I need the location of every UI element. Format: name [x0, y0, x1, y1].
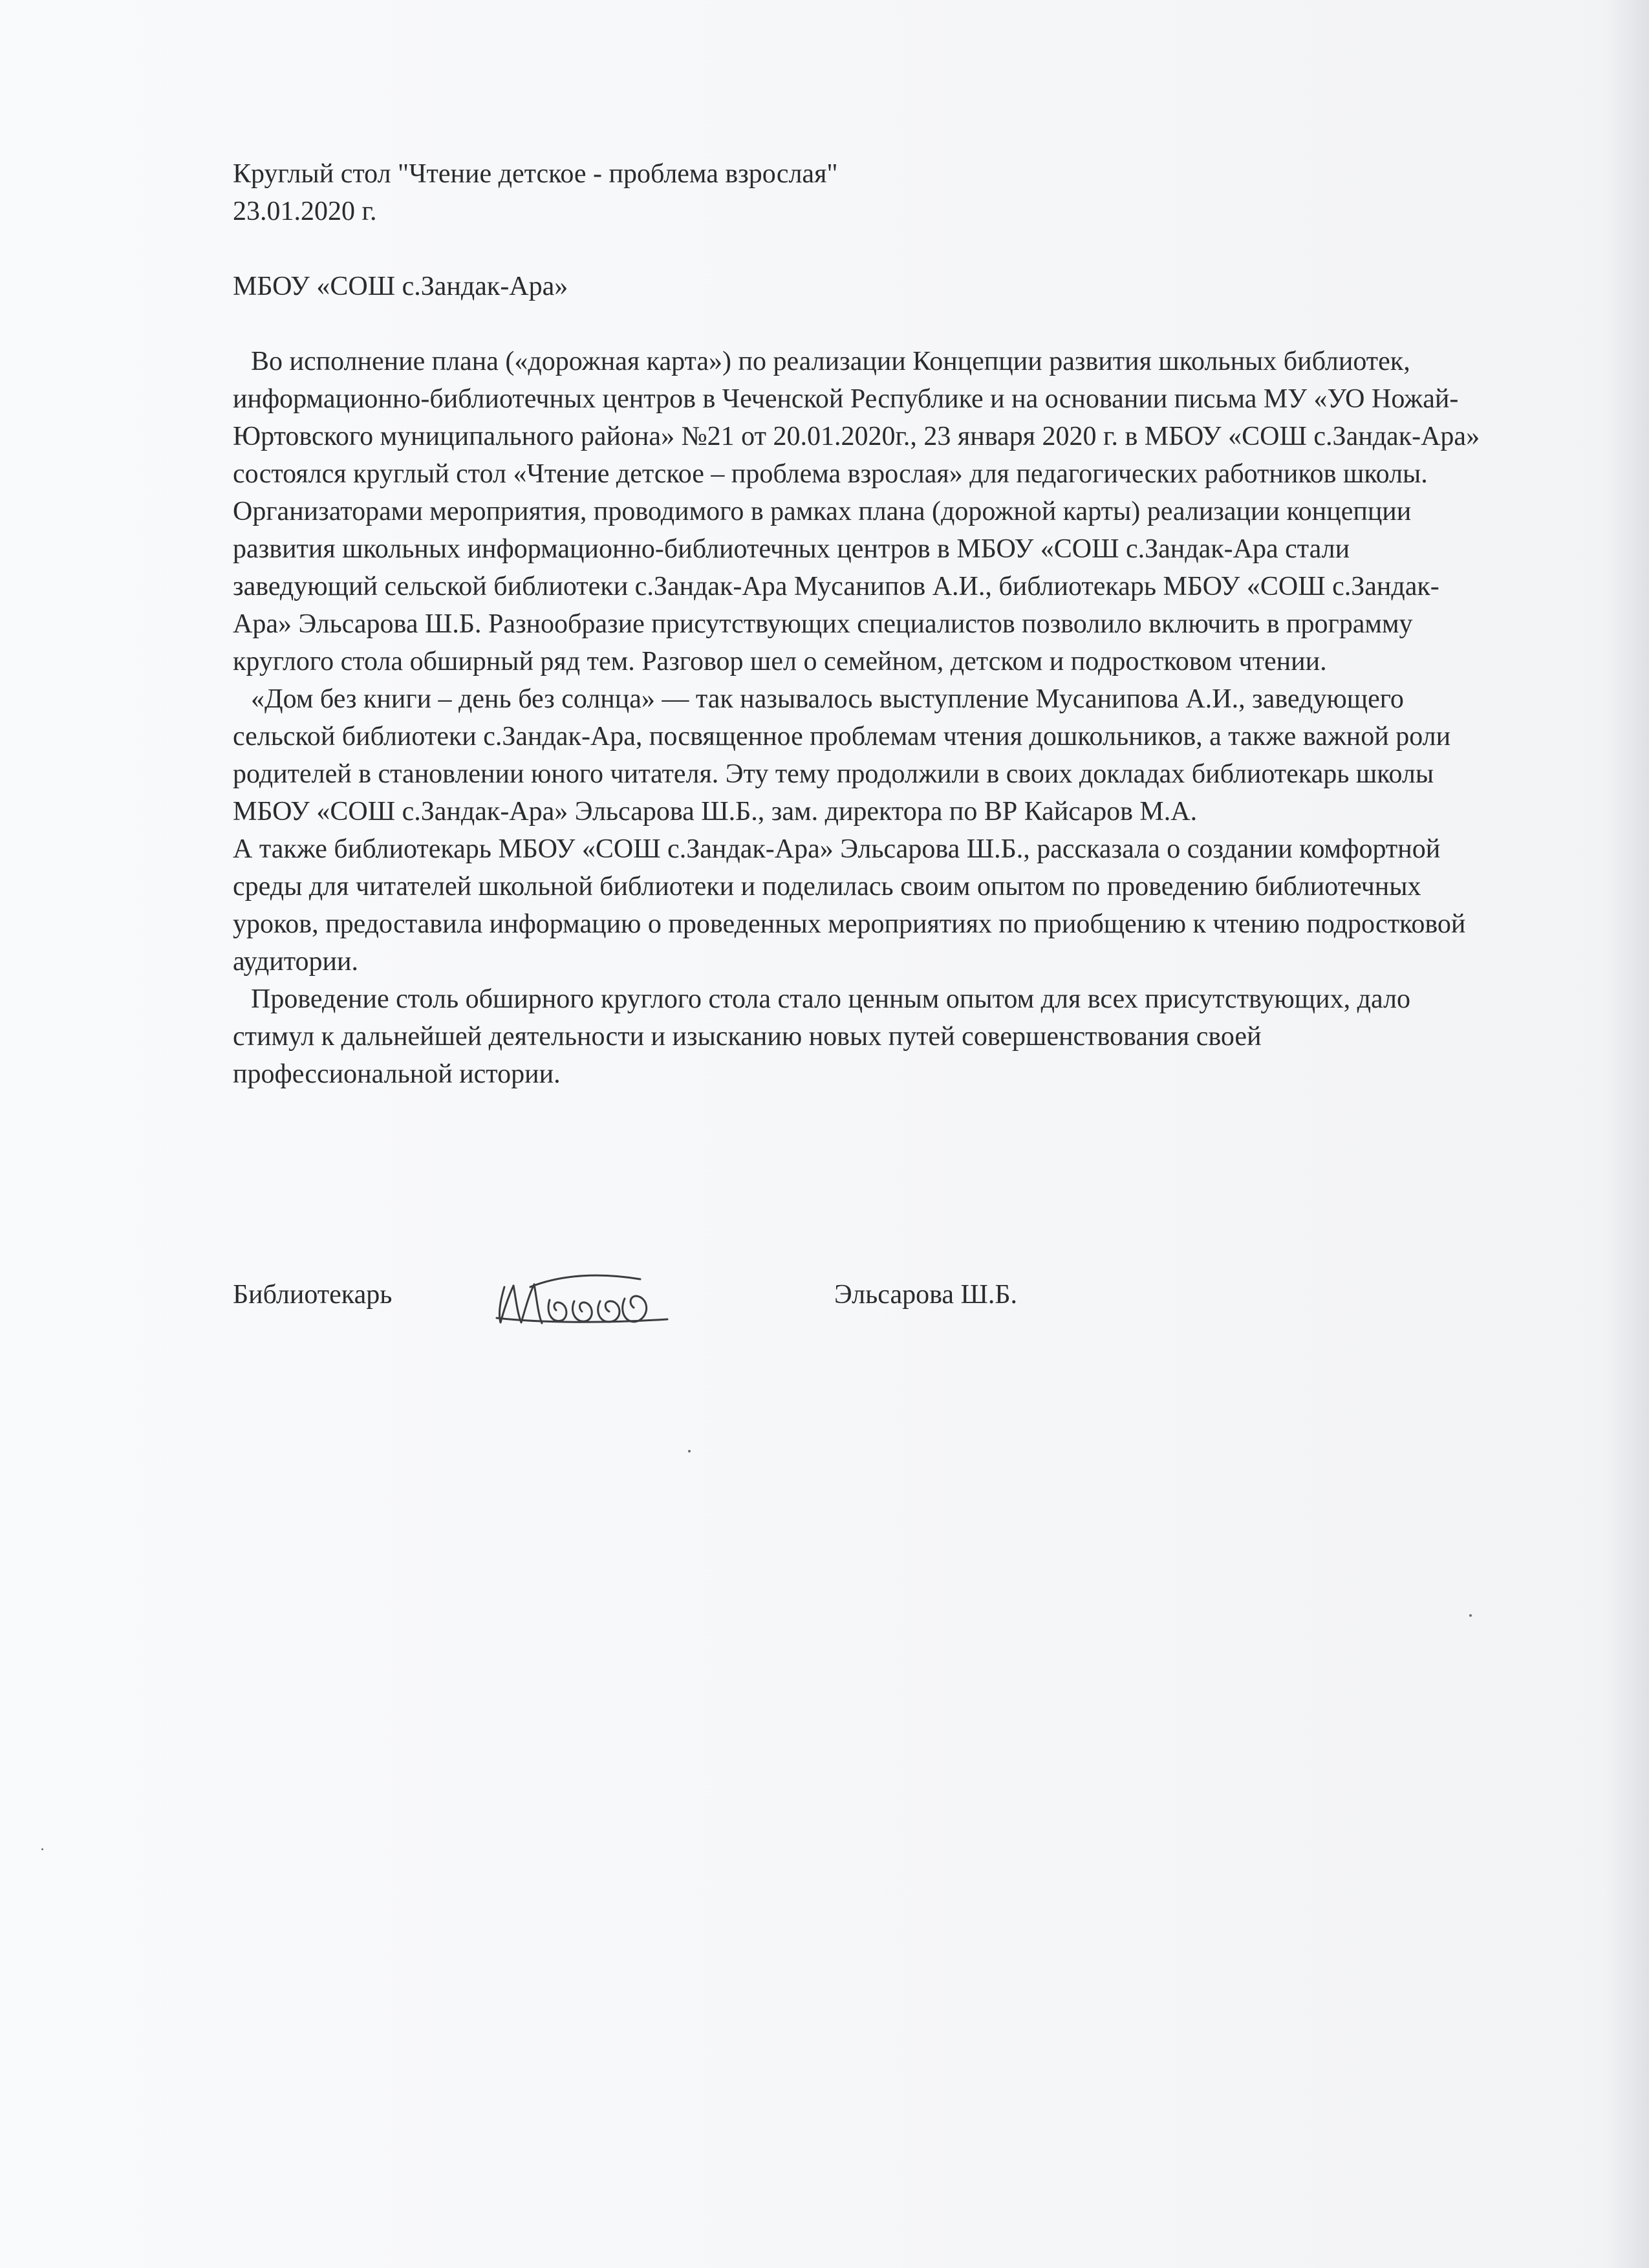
paragraph: А также библиотекарь МБОУ «СОШ с.Зандак-Ара» Эльсарова Ш.Б., рассказала о создании комфортной среды для читателей школьной библиотеки и поделилась своим опытом по проведению библиотечных уроков, предоставила информацию о проведенных мероприятиях по приобщению к чтению подростковой аудитории.	[233, 834, 1466, 977]
document-body	[233, 155, 1487, 1093]
scan-speck	[688, 1450, 691, 1453]
signer-name: Эльсарова Ш.Б.	[834, 1280, 1017, 1310]
signer-position: Библиотекарь	[233, 1280, 393, 1310]
scan-speck	[41, 1848, 43, 1850]
organization-name: МБОУ «СОШ с.Зандак-Ара»	[233, 272, 568, 301]
document-date: 23.01.2020 г.	[233, 197, 377, 226]
report-text	[233, 343, 1487, 1093]
paragraph: Проведение столь обширного круглого стола стало ценным опытом для всех присутствующих, дало стимул к дальнейшей деятельности и изысканию новых путей совершенствования своей профессиональной истории.	[233, 984, 1410, 1089]
handwritten-signature	[491, 1261, 685, 1332]
paragraph: Во исполнение плана («дорожная карта») по реализации Концепции развития школьных библиотек, информационно-библиотечных центров в Чеченской Республике и на основании письма МУ «УО Ножай-Юртовского муниципального района» №21 от 20.01.2020г., 23 января 2020 г. в МБОУ «СОШ с.Зандак-Ара» состоялся круглый стол «Чтение детское – проблема взрослая» для педагогических работников школы. Организаторами мероприятия, проводимого в рамках плана (дорожной карты) реализации концепции развития школьных информационно-библиотечных центров в МБОУ «СОШ с.Зандак-Ара стали заведующий сельской библиотеки с.Зандак-Ара Мусанипов А.И., библиотекарь МБОУ «СОШ с.Зандак-Ара» Эльсарова Ш.Б. Разнообразие присутствующих специалистов позволило включить в программу круглого стола обширный ряд тем. Разговор шел о семейном, детском и подростковом чтении.	[233, 347, 1480, 676]
document-title: Круглый стол "Чтение детское - проблема взрослая"	[233, 159, 838, 189]
paragraph: «Дом без книги – день без солнца» — так называлось выступление Мусанипова А.И., заведующего сельской библиотеки с.Зандак-Ара, посвященное проблемам чтения дошкольников, а также важной роли родителей в становлении юного читателя. Эту тему продолжили в своих докладах библиотекарь школы МБОУ «СОШ с.Зандак-Ара» Эльсарова Ш.Б., зам. директора по ВР Кайсаров М.А.	[233, 684, 1451, 826]
scan-speck	[1469, 1614, 1472, 1617]
page-edge-shadow	[1604, 0, 1649, 2268]
signature-block	[233, 1261, 1461, 1332]
